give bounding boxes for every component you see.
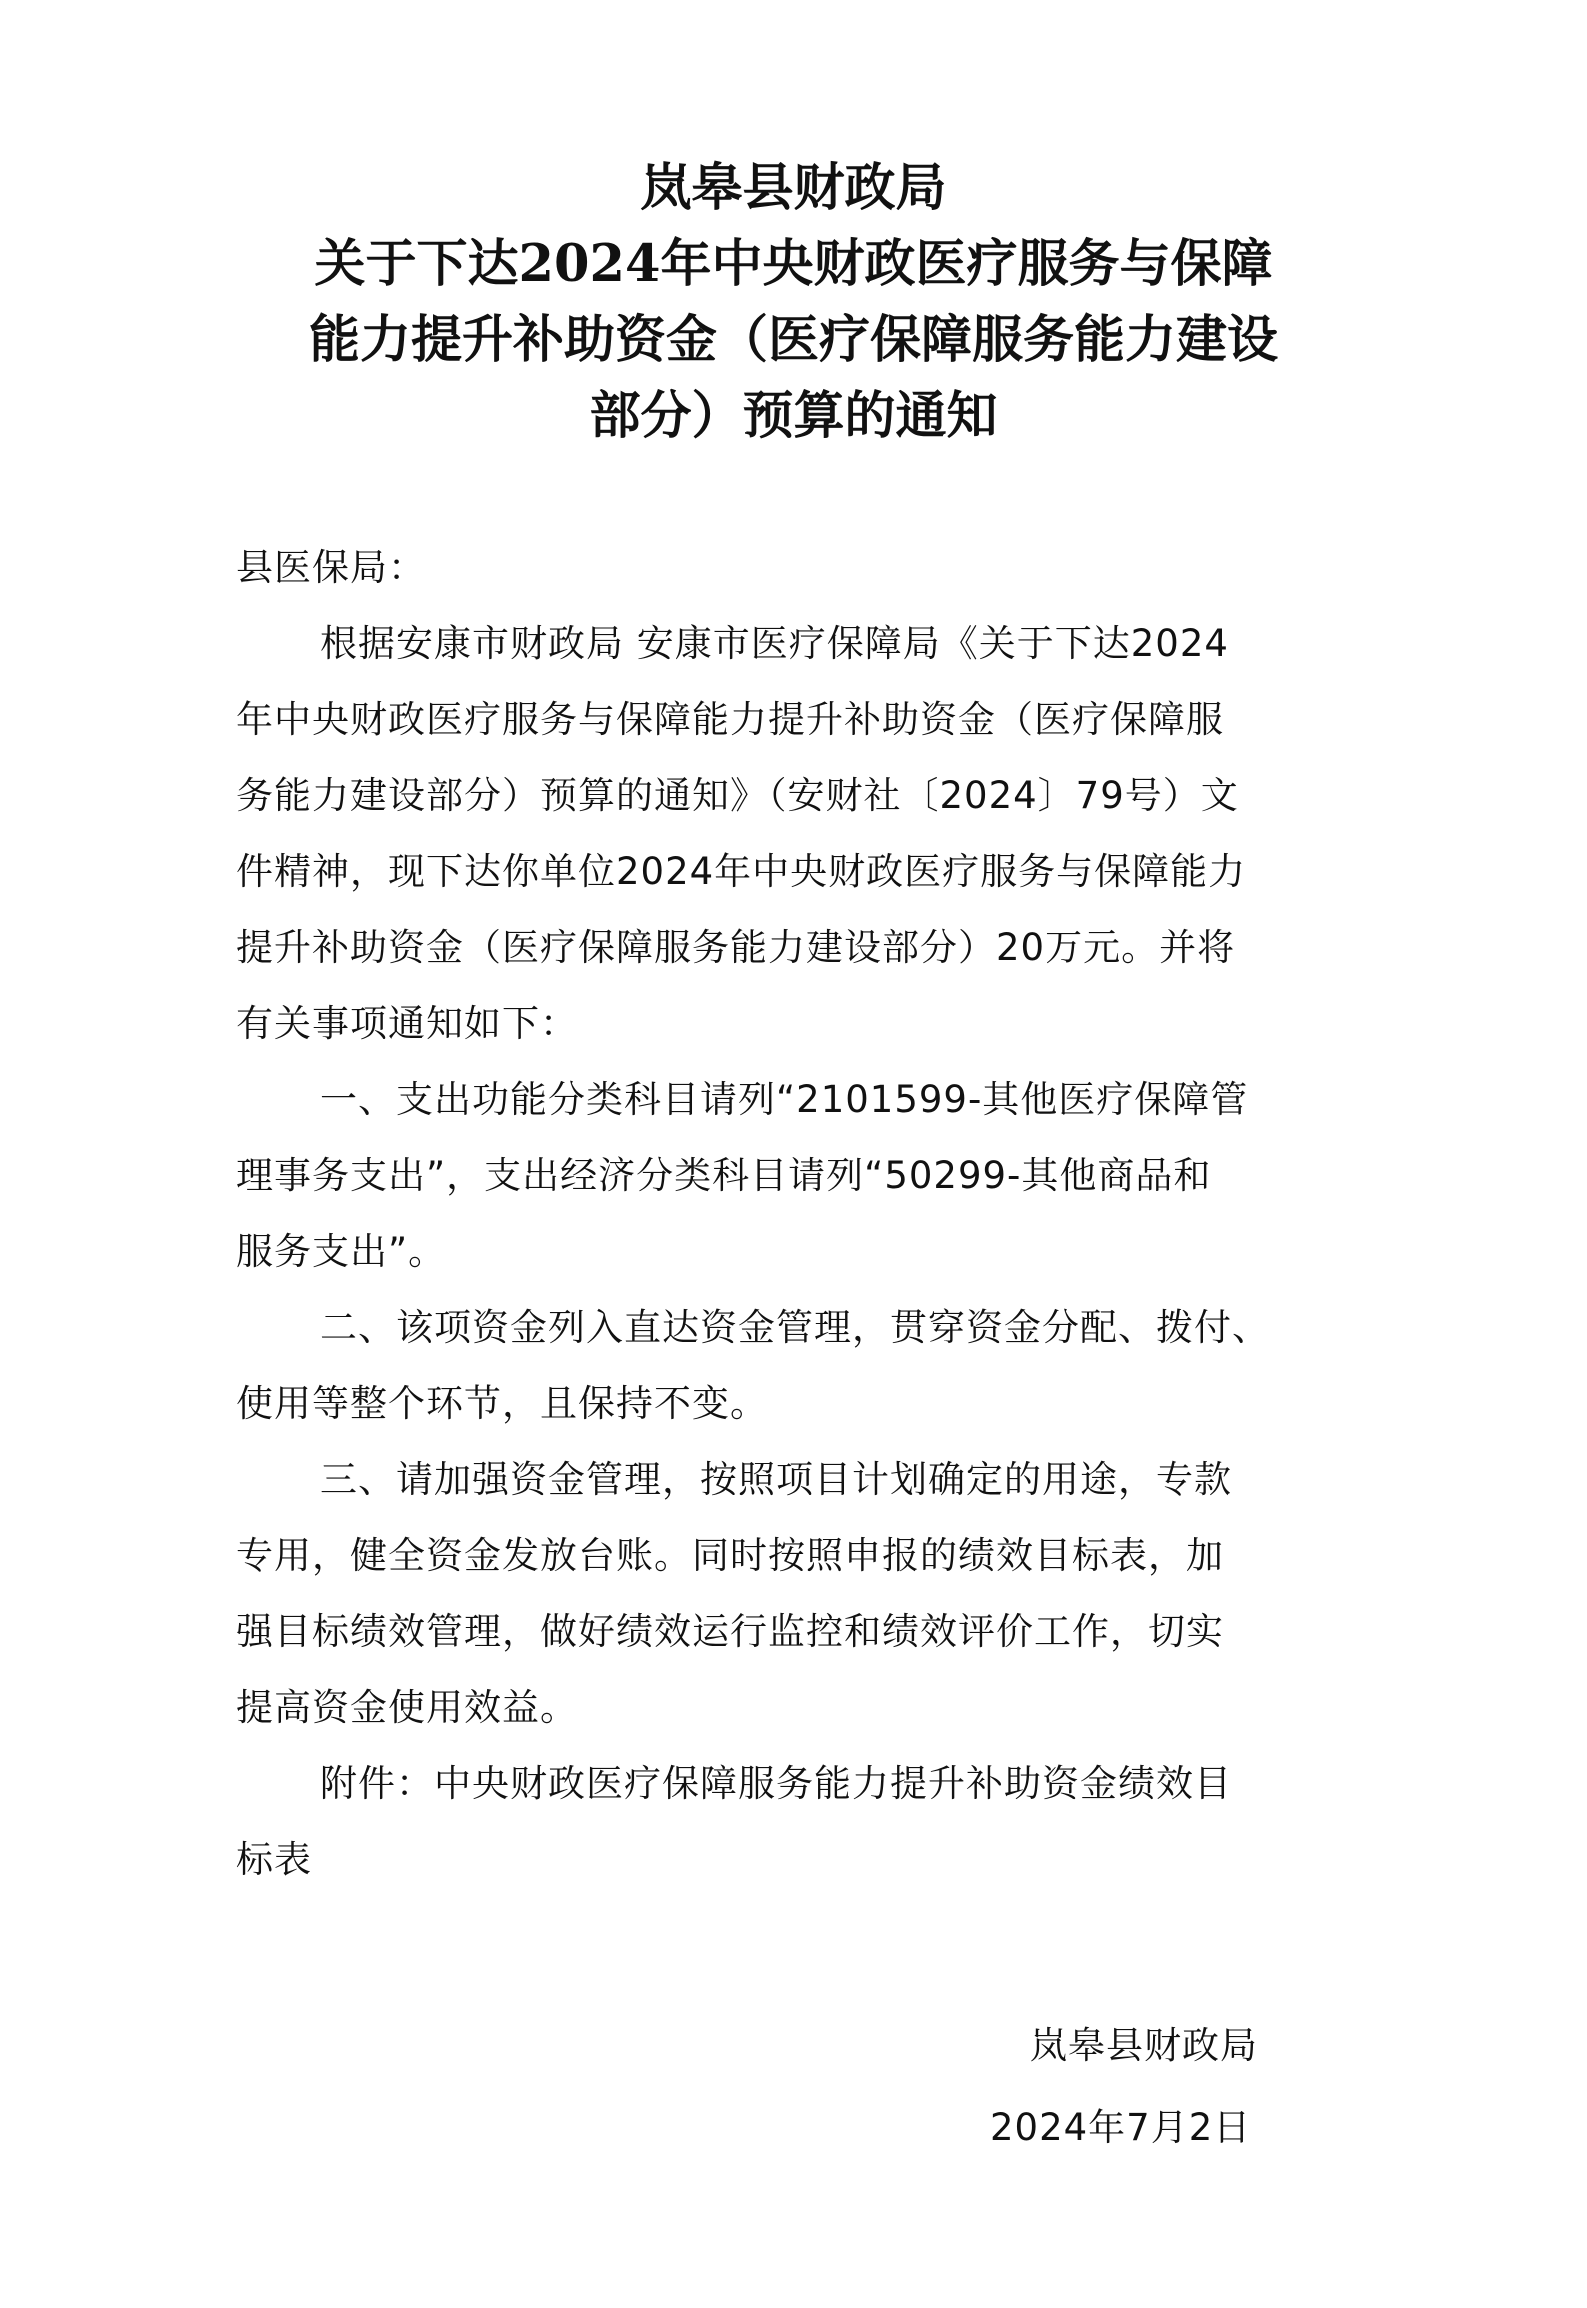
- item-one-line: 服务支出”。: [236, 1230, 447, 1273]
- signature-organization: 岚皋县财政局: [1030, 2024, 1258, 2067]
- item-two-line: 二、该项资金列入直达资金管理，贯穿资金分配、拨付、: [320, 1306, 1270, 1349]
- body-line: 有关事项通知如下：: [236, 1002, 578, 1045]
- title-line-issuer: 岚皋县财政局: [640, 158, 947, 218]
- item-three-line: 强目标绩效管理，做好绩效运行监控和绩效评价工作，切实: [236, 1610, 1224, 1653]
- item-one-line: 一、支出功能分类科目请列“2101599-其他医疗保障管: [320, 1078, 1249, 1121]
- item-three-line: 专用，健全资金发放台账。同时按照申报的绩效目标表，加: [236, 1534, 1224, 1577]
- body-line: 年中央财政医疗服务与保障能力提升补助资金（医疗保障服: [236, 698, 1224, 741]
- title-line: 关于下达2024年中央财政医疗服务与保障: [314, 234, 1273, 294]
- item-three-line: 提高资金使用效益。: [236, 1686, 578, 1729]
- title-line: 能力提升补助资金（医疗保障服务能力建设: [308, 310, 1278, 370]
- item-one-line: 理事务支出”，支出经济分类科目请列“50299-其他商品和: [236, 1154, 1212, 1197]
- signature-block: [990, 2005, 1350, 2169]
- title-line: 部分）预算的通知: [589, 386, 998, 446]
- body-line: 务能力建设部分）预算的通知》（安财社〔2024〕79号）文: [236, 774, 1239, 817]
- attachment-line: 附件：中央财政医疗保障服务能力提升补助资金绩效目: [320, 1762, 1232, 1805]
- body-line: 根据安康市财政局 安康市医疗保障局《关于下达2024: [320, 622, 1229, 665]
- salutation: 县医保局：: [236, 546, 426, 589]
- attachment-line: 标表: [236, 1838, 312, 1881]
- signature-date: 2024年7月2日: [990, 2106, 1252, 2149]
- item-two-line: 使用等整个环节，且保持不变。: [236, 1382, 768, 1425]
- item-three-line: 三、请加强资金管理，按照项目计划确定的用途，专款: [320, 1458, 1232, 1501]
- document-title: [180, 150, 1407, 454]
- document-body: [236, 530, 1350, 1898]
- body-line: 件精神，现下达你单位2024年中央财政医疗服务与保障能力: [236, 850, 1247, 893]
- body-line: 提升补助资金（医疗保障服务能力建设部分）20万元。并将: [236, 926, 1236, 969]
